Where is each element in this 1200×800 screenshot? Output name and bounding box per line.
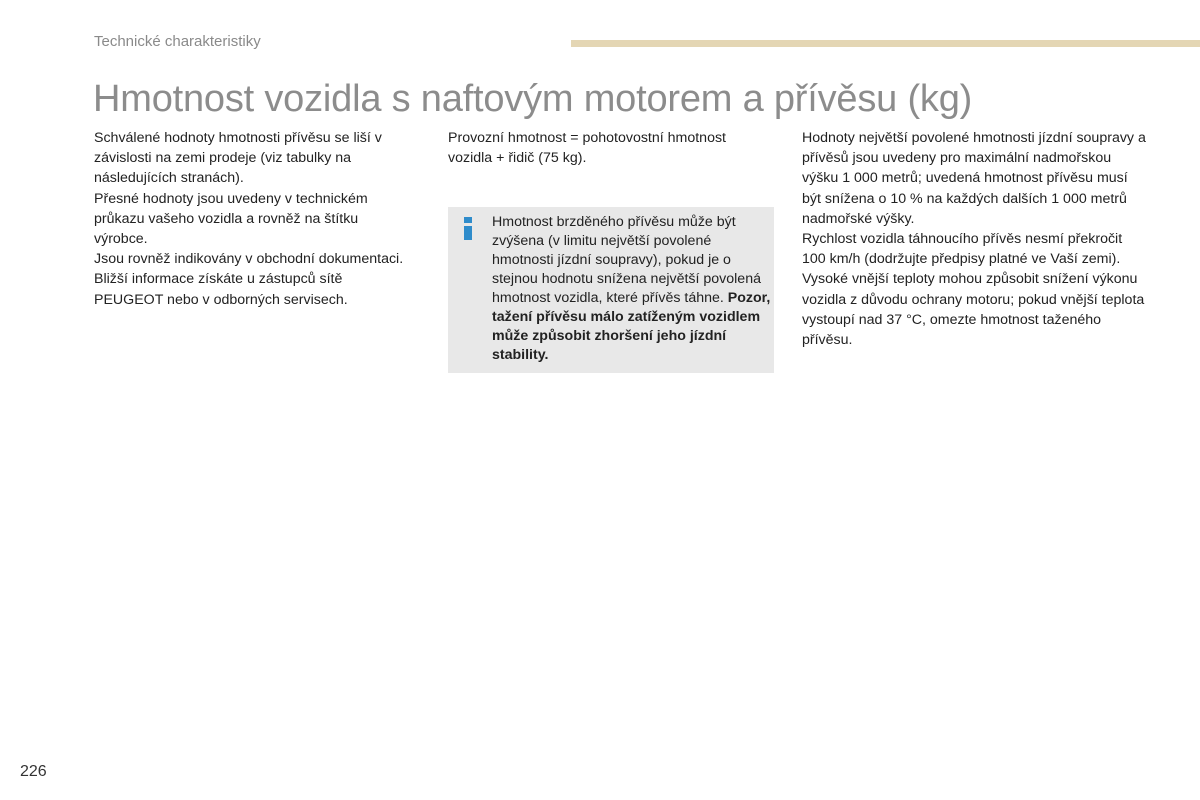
paragraph: Bližší informace získáte u zástupců sítě PEUGEOT nebo v odborných servisech. <box>94 271 348 308</box>
paragraph: Rychlost vozidla táhnoucího přívěs nesmí překročit 100 km/h (dodržujte předpisy platné ve Vaší zemi). <box>802 231 1123 268</box>
section-title: Technické charakteristiky <box>94 33 261 50</box>
info-text <box>492 213 774 365</box>
paragraph: Jsou rovněž indikovány v obchodní dokumentaci. <box>94 251 404 268</box>
column-left <box>94 128 404 310</box>
column-right <box>802 128 1147 350</box>
paragraph: Vysoké vnější teploty mohou způsobit snížení výkonu vozidla z důvodu ochrany motoru; pokud vnější teplota vystoupí nad 37 °C, omezte hmotnost taženého přívěsu. <box>802 271 1145 349</box>
paragraph: Provozní hmotnost = pohotovostní hmotnost vozidla + řidič (75 kg). <box>448 130 727 167</box>
info-icon <box>464 217 474 241</box>
page-number: 226 <box>20 763 47 780</box>
info-text-bold: Pozor, tažení přívěsu málo zatíženým vozidlem může způsobit zhoršení jeho jízdní stability. <box>492 290 771 363</box>
info-text-regular: Hmotnost brzděného přívěsu může být zvýšena (v limitu největší povolené hmotnosti jízdní soupravy), pokud je o stejnou hodnotu snížena největší povolená hmotnost vozidla, které přívěs táhne. <box>492 214 761 306</box>
column-middle <box>448 128 768 168</box>
page-title: Hmotnost vozidla s naftovým motorem a přívěsu (kg) <box>93 78 973 120</box>
paragraph: Hodnoty největší povolené hmotnosti jízdní soupravy a přívěsů jsou uvedeny pro maximální nadmořskou výšku 1 000 metrů; uvedená hmotnost přívěsu musí být snížena o 10 % na každých dalších 1 000 metrů nadmořské výšky. <box>802 130 1146 227</box>
info-box <box>448 207 774 373</box>
paragraph: Schválené hodnoty hmotnosti přívěsu se liší v závislosti na zemi prodeje (viz tabulky na následujících stranách). <box>94 130 382 187</box>
paragraph: Přesné hodnoty jsou uvedeny v technickém průkazu vašeho vozidla a rovněž na štítku výrobce. <box>94 190 368 248</box>
header-rule <box>571 40 1200 47</box>
